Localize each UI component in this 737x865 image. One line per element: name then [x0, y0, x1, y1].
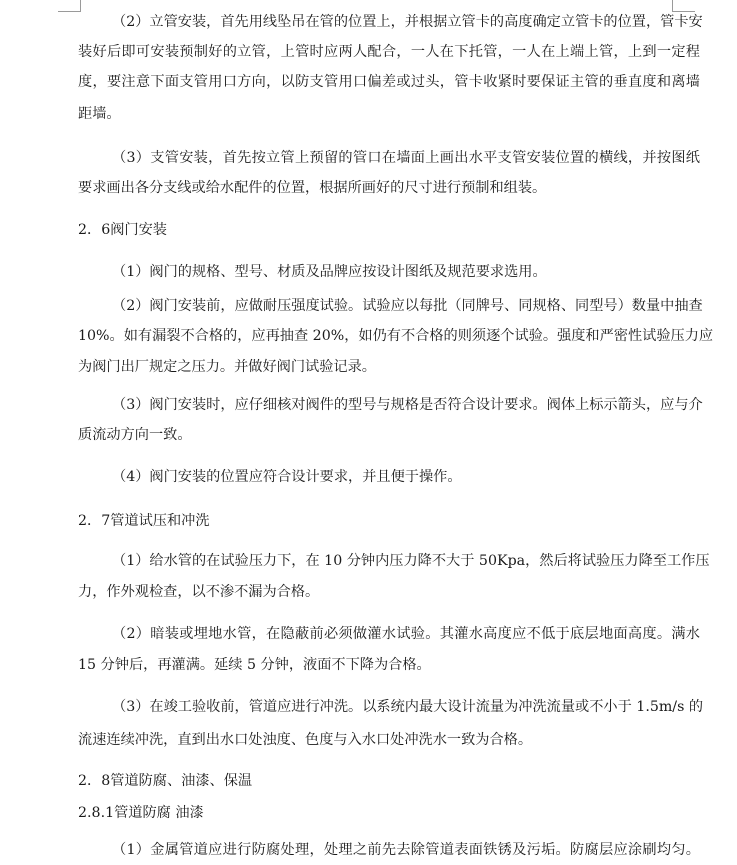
paragraph-line: （4）阀门安装的位置应符合设计要求，并且便于操作。: [112, 469, 462, 485]
paragraph-line: 10%。如有漏裂不合格的，应再抽查 20%，如仍有不合格的则须逐个试验。强度和严密性试验压力应: [78, 328, 714, 344]
paragraph-line: 为阀门出厂规定之压力。并做好阀门试验记录。: [78, 359, 376, 375]
paragraph-line: 质流动方向一致。: [78, 427, 192, 443]
paragraph-line: 距墙。: [78, 106, 121, 122]
paragraph-line: 流速连续冲洗，直到出水口处浊度、色度与入水口处冲洗水一致为合格。: [78, 732, 533, 748]
paragraph-line: （2）暗装或埋地水管，在隐蔽前必须做灌水试验。其灌水高度应不低于底层地面高度。满水: [112, 626, 700, 642]
paragraph-line: （2）立管安装，首先用线坠吊在管的位置上，并根据立管卡的高度确定立管卡的位置，管卡安: [112, 14, 703, 30]
paragraph-line: 力，作外观检查，以不渗不漏为合格。: [78, 584, 320, 600]
paragraph-line: （2）阀门安装前，应做耐压强度试验。试验应以每批（同牌号、同规格、同型号）数量中抽查: [112, 298, 703, 314]
paragraph-line: （3）阀门安装时，应仔细核对阀件的型号与规格是否符合设计要求。阀体上标示箭头，应与介: [112, 397, 703, 413]
section-heading: 2．8管道防腐、油漆、保温: [78, 773, 253, 789]
paragraph-line: 15 分钟后，再灌满。延续 5 分钟，液面不下降为合格。: [78, 657, 431, 673]
paragraph-line: （1）金属管道应进行防腐处理，处理之前先去除管道表面铁锈及污垢。防腐层应涂刷均匀。: [112, 842, 700, 858]
paragraph-line: 装好后即可安装预制好的立管，上管时应两人配合，一人在下托管，一人在上端上管，上到一定程: [78, 44, 700, 60]
paragraph-line: （1）给水管的在试验压力下，在 10 分钟内压力降不大于 50Kpa，然后将试验压力降至工作压: [112, 553, 710, 569]
section-heading: 2．6阀门安装: [78, 222, 167, 238]
paragraph-line: （3）支管安装，首先按立管上预留的管口在墙面上画出水平支管安装位置的横线，并按图纸: [112, 150, 700, 166]
paragraph-line: （1）阀门的规格、型号、材质及品牌应按设计图纸及规范要求选用。: [112, 264, 547, 280]
page-corner-mark-left: [58, 0, 81, 12]
paragraph-line: （3）在竣工验收前，管道应进行冲洗。以系统内最大设计流量为冲洗流量或不小于 1.5m/s 的: [112, 699, 704, 715]
paragraph-line: 度，要注意下面支管用口方向，以防支管用口偏差或过头，管卡收紧时要保证主管的垂直度和离墙: [78, 74, 700, 90]
section-heading: 2.8.1管道防腐 油漆: [78, 805, 204, 821]
paragraph-line: 要求画出各分支线或给水配件的位置，根据所画好的尺寸进行预制和组装。: [78, 180, 547, 196]
page-corner-mark-right: [672, 0, 695, 12]
section-heading: 2．7管道试压和冲洗: [78, 513, 210, 529]
